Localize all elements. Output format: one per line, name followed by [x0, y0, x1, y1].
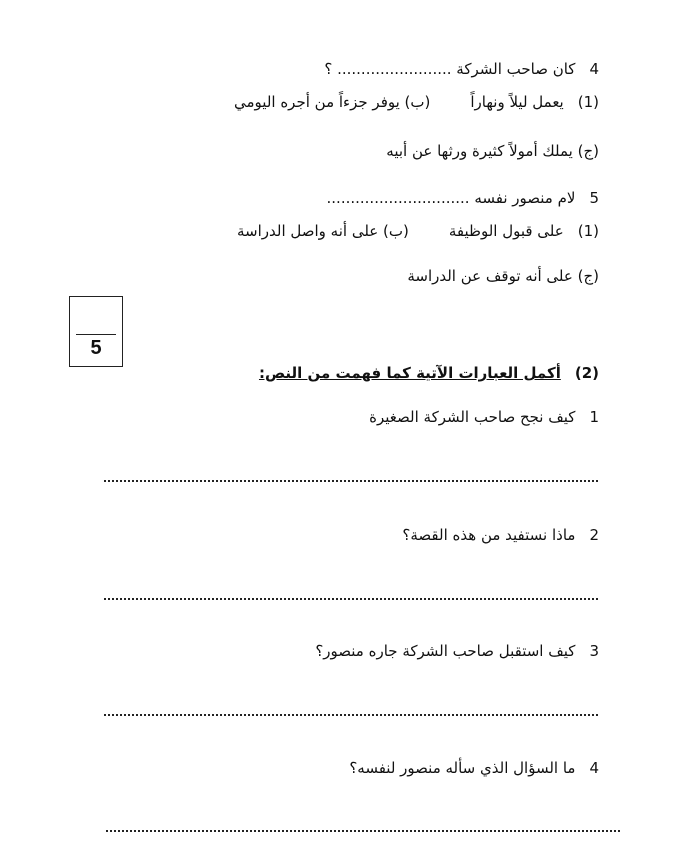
question-text: كيف استقبل صاحب الشركة جاره منصور؟ [315, 642, 576, 660]
q5-option-a: على قبول الوظيفة [448, 222, 564, 240]
q5-options-row [237, 221, 599, 241]
section2-question-3 [315, 641, 599, 661]
q4-options-row [234, 92, 599, 112]
section2-question-4 [349, 758, 599, 778]
q4-option-a-label: (1) [577, 93, 599, 111]
q5-stem [327, 188, 599, 208]
q4-option-b: (ب) يوفر جزءاً من أجره اليومي [234, 93, 431, 111]
q5-option-c-text: (ج) على أنه توقف عن الدراسة [407, 267, 599, 285]
q4-option-c [386, 141, 599, 161]
answer-line-4[interactable] [106, 830, 620, 832]
q4-stem-text: كان صاحب الشركة ........................ ؟ [324, 60, 576, 78]
question-number: 4 [589, 759, 599, 777]
section2-title: أكمل العبارات الآتية كما فهمت من النص: [258, 364, 561, 382]
section2-question-2 [402, 525, 599, 545]
q4-option-a: يعمل ليلاً ونهاراً [470, 93, 564, 111]
q4-option-c-text: (ج) يملك أمولاً كثيرة ورثها عن أبيه [386, 142, 599, 160]
question-text: ما السؤال الذي سأله منصور لنفسه؟ [349, 759, 576, 777]
q5-option-a-label: (1) [577, 222, 599, 240]
score-value: 5 [90, 337, 102, 359]
section2-number: (2) [574, 364, 599, 382]
answer-line-2[interactable] [104, 598, 598, 600]
answer-line-1[interactable] [104, 480, 598, 482]
question-number: 2 [589, 526, 599, 544]
q5-stem-text: لام منصور نفسه .............................. [326, 189, 576, 207]
q5-number: 5 [589, 189, 599, 207]
section2-question-1 [369, 407, 599, 427]
answer-line-3[interactable] [104, 714, 598, 716]
score-divider [76, 334, 116, 335]
score-box [69, 296, 123, 367]
q5-option-b: (ب) على أنه واصل الدراسة [237, 222, 409, 240]
question-number: 3 [589, 642, 599, 660]
question-text: ماذا نستفيد من هذه القصة؟ [402, 526, 576, 544]
question-number: 1 [589, 408, 599, 426]
q4-number: 4 [589, 60, 599, 78]
section2-heading [259, 363, 599, 383]
q5-option-c [407, 266, 599, 286]
question-text: كيف نجح صاحب الشركة الصغيرة [369, 408, 576, 426]
q4-stem [324, 59, 599, 79]
